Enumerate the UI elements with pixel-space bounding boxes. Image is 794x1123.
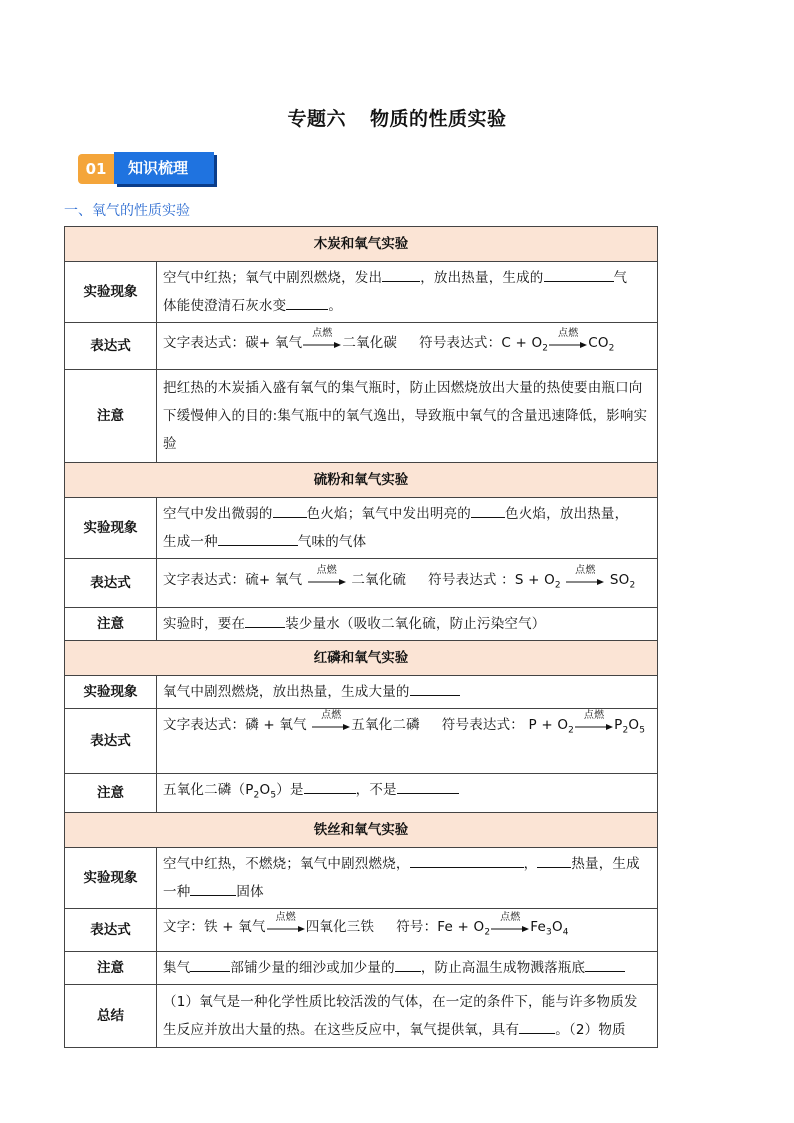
iron-phenomenon-label: 实验现象 — [65, 847, 157, 908]
sulfur-note: 实验时，要在 装少量水（吸收二氧化硫，防止污染空气） — [157, 608, 658, 641]
iron-header: 铁丝和氧气实验 — [65, 812, 658, 847]
carbon-phenomenon-label: 实验现象 — [65, 262, 157, 323]
phosphorus-note-label: 注意 — [65, 774, 157, 813]
sulfur-expression: 文字表达式：硫+ 氧气 点燃 二氧化硫 符号表达式 ：$S + O_2$ 点燃 $SO_2$ — [157, 559, 658, 608]
carbon-expression: 文字表达式：碳+ 氧气 点燃 二氧化碳 符号表达式：$C + O_2$ 点燃 $CO_2$ — [157, 323, 658, 370]
sulfur-phenomenon: 空气中发出微弱的 色火焰；氧气中发出明亮的 色火焰，放出热量， 生成一种 气味的气体 — [157, 498, 658, 559]
summary-text: （1）氧气是一种化学性质比较活泼的气体，在一定的条件下，能与许多物质发生反应并放出大量的热。在这些反应中，氧气提供氧，具有 。（2）物质 — [157, 984, 658, 1047]
section-heading: 一、氧气的性质实验 — [64, 203, 190, 219]
carbon-note-label: 注意 — [65, 370, 157, 463]
phosphorus-header: 红磷和氧气实验 — [65, 641, 658, 676]
reaction-arrow: 点燃 — [566, 572, 604, 588]
reaction-arrow: 点燃 — [303, 335, 341, 351]
phosphorus-phenomenon: 氧气中剧烈燃烧，放出热量，生成大量的 — [157, 676, 658, 709]
iron-note-label: 注意 — [65, 951, 157, 984]
phosphorus-expression: 文字表达式：磷 + 氧气 点燃 五氧化二磷 符号表达式： $P + O_2$ 点燃 $P_2O_5$ — [157, 709, 658, 774]
carbon-header: 木炭和氧气实验 — [65, 227, 658, 262]
carbon-expression-label: 表达式 — [65, 323, 157, 370]
iron-phenomenon: 空气中红热，不燃烧；氧气中剧烈燃烧， ， 热量，生成 一种 固体 — [157, 847, 658, 908]
reaction-arrow: 点燃 — [575, 717, 613, 733]
sulfur-note-label: 注意 — [65, 608, 157, 641]
reaction-arrow: 点燃 — [308, 572, 346, 588]
reaction-arrow: 点燃 — [267, 919, 305, 935]
iron-expression-label: 表达式 — [65, 908, 157, 951]
phosphorus-note: 五氧化二磷$(P_2O_5)$是 ，不是 — [157, 774, 658, 813]
sulfur-phenomenon-label: 实验现象 — [65, 498, 157, 559]
phosphorus-phenomenon-label: 实验现象 — [65, 676, 157, 709]
section-badge — [78, 152, 218, 186]
page-title: 专题六 物质的性质实验 — [287, 108, 507, 130]
reaction-arrow: 点燃 — [491, 919, 529, 935]
carbon-note: 把红热的木炭插入盛有氧气的集气瓶时，防止因燃烧放出大量的热使要由瓶口向下缓慢伸入的目的:集气瓶中的氧气逸出，导致瓶中氧气的含量迅速降低，影响实验 — [157, 370, 658, 463]
badge-number: 01 — [78, 154, 114, 184]
experiment-table — [64, 226, 658, 1048]
summary-label: 总结 — [65, 984, 157, 1047]
badge-label: 知识梳理 — [114, 152, 214, 184]
sulfur-expression-label: 表达式 — [65, 559, 157, 608]
iron-expression: 文字：铁 + 氧气 点燃 四氧化三铁 符号：$Fe + O_2$ 点燃 $Fe_3O_4$ — [157, 908, 658, 951]
sulfur-header: 硫粉和氧气实验 — [65, 463, 658, 498]
reaction-arrow: 点燃 — [549, 335, 587, 351]
phosphorus-expression-label: 表达式 — [65, 709, 157, 774]
iron-note: 集气 部铺少量的细沙或加少量的 ，防止高温生成物溅落瓶底 — [157, 951, 658, 984]
carbon-phenomenon: 空气中红热；氧气中剧烈燃烧，发出 ，放出热量，生成的 气 体能使澄清石灰水变 。 — [157, 262, 658, 323]
reaction-arrow: 点燃 — [312, 717, 350, 733]
